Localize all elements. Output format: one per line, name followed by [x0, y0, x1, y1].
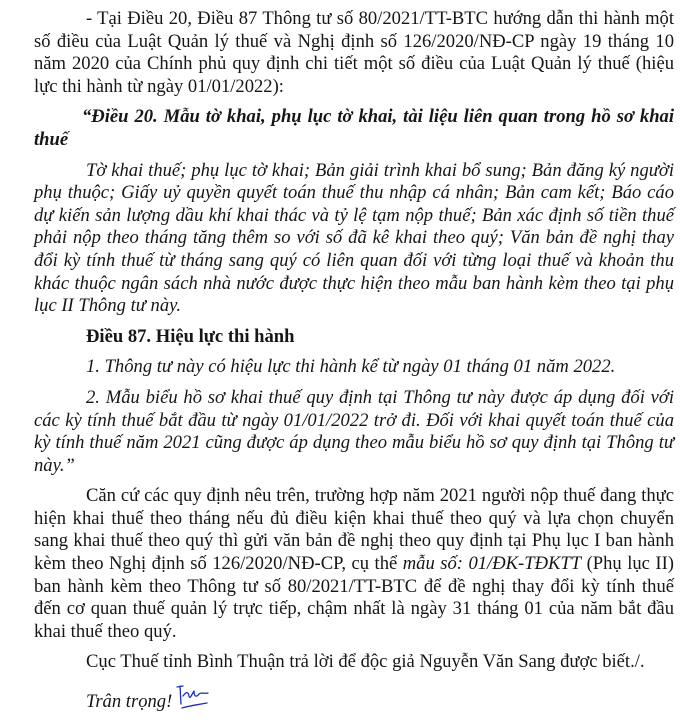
document-body — [34, 8, 674, 674]
article-20-heading: “Điều 20. Mẫu tờ khai, phụ lục tờ khai, tài liệu liên quan trong hồ sơ khai thuế — [34, 106, 674, 150]
article-87-item-1: 1. Thông tư này có hiệu lực thi hành kể từ ngày 01 tháng 01 năm 2022. — [86, 356, 616, 378]
closing-text: Trân trọng! — [86, 691, 173, 713]
article-87-item-2: 2. Mẫu biểu hồ sơ khai thuế quy định tại Thông tư này được áp dụng đối với các kỳ tính thuế bắt đầu từ ngày 01/01/2022 trở đi. Đối với khai quyết toán thuế của kỳ tính thuế năm 2021 cũng được áp dụng theo mẫu biểu hồ sơ quy định tại Thông tư này.” — [34, 386, 674, 476]
article-20-body: Tờ khai thuế; phụ lục tờ khai; Bản giải trình khai bổ sung; Bản đăng ký người phụ thuộc; Giấy uỷ quyền quyết toán thuế thu nhập cá nhân; Bản cam kết; Báo cáo dự kiến sản lượng dầu khí khai thác và tỷ lệ tạm nộp thuế; Bản xác định số tiền thuế phải nộp theo tháng tăng thêm so với số đã kê khai theo quý; Văn bản đề nghị thay đổi kỳ tính thuế từ tháng sang quý có liên quan đối với từng loại thuế và khoản thu khác thuộc ngân sách nhà nước được thực hiện theo mẫu ban hành kèm theo tại phụ lục II Thông tư này. — [34, 159, 674, 317]
reply-paragraph: Cục Thuế tỉnh Bình Thuận trả lời để độc giả Nguyễn Văn Sang được biết./. — [86, 651, 645, 673]
conclusion-text-2: (Phụ lục II) ban hành kèm theo Thông tư số 80/2021/TT-BTC để đề nghị thay đổi kỳ tính thuế đến cơ quan thuế quản lý trực tiếp, chậm nhất là ngày 31 tháng 01 của năm bắt đầu khai thuế theo quý. — [34, 553, 674, 642]
conclusion-paragraph — [34, 485, 674, 643]
form-number: mẫu số: 01/ĐK-TĐKTT — [402, 553, 582, 575]
intro-paragraph: - Tại Điều 20, Điều 87 Thông tư số 80/2021/TT-BTC hướng dẫn thi hành một số điều của Luật Quản lý thuế và Nghị định số 126/2020/NĐ-CP ngày 19 tháng 10 năm 2020 của Chính phủ quy định chi tiết một số điều của Luật Quản lý thuế (hiệu lực thi hành từ ngày 01/01/2022): — [34, 8, 674, 97]
conclusion-text-1: Căn cứ các quy định nêu trên, trường hợp năm 2021 người nộp thuế đang thực hiện khai thuế theo tháng nếu đủ điều kiện khai thuế theo quý và lựa chọn chuyển sang khai thuế theo quý thì gửi văn bản đề nghị theo quy định tại Phụ lục I ban hành kèm theo Nghị định số 126/2020/NĐ-CP, cụ thể — [34, 485, 674, 575]
article-87-heading: Điều 87. Hiệu lực thi hành — [86, 325, 295, 347]
closing-row — [86, 682, 210, 714]
signature-icon — [174, 682, 210, 714]
